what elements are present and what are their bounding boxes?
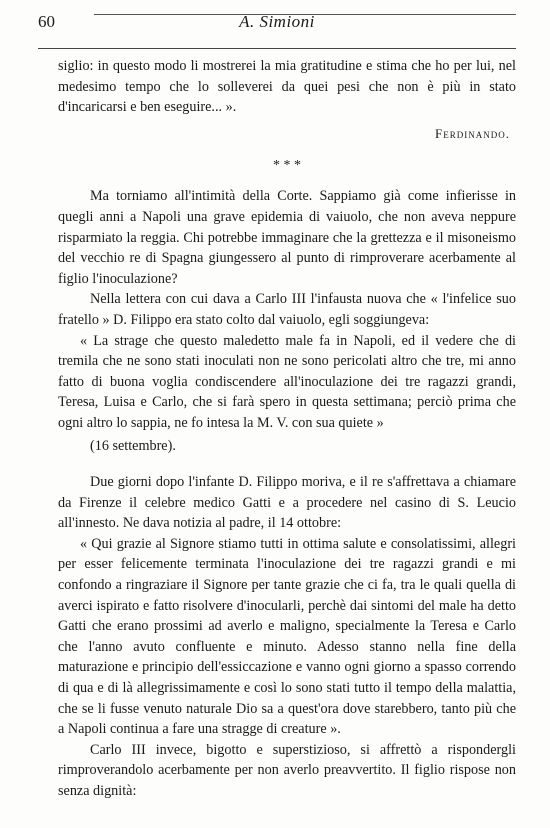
section-separator: * * * [273,158,301,174]
header-bottom-rule [38,48,516,49]
page-body [58,56,516,802]
letter-closing-text: siglio: in questo modo li mostrerei la mia gratitudine e stima che ho per lui, nel medesimo tempo che lo solleverei da quei pesi che non è più in stato d'incaricarsi e ben eseguire... ». [58,58,516,116]
running-header [38,12,516,34]
quote-date: (16 settembre). [90,437,176,454]
quoted-letter-2: « Qui grazie al Signore stiamo tutti in ottima salute e consolatissimi, allegri per esser felicemente terminata l'inoculazione dei tre ragazzi grandi e mi confondo a ringraziare il Signore per tante grazie che ci fa, tra le quali quella di averci ispirato e fatto risolvere d'inocularli, perchè dai sintomi del male ha detto Gatti che erano prossimi ad averlo e maligno, specialmente la Teresa e Carlo che l'anno avuto confluente e minuto. Adesso stanno nella fine della maturazione e principio dell'essiccazione e vanno ogni giorno a spasso correndo di qua e di là allegrissimamente e così lo sono stati tutto il tempo della malattia, che se li fusse venuto naturale Dio sa a quest'ora dove starebbero, tanto più che a Napoli continua a fare una stragge di creature ». [58,535,516,738]
letter-signature: Ferdinando. [435,125,510,141]
quoted-letter-1: « La strage che questo maledetto male fa in Napoli, ed il vedere che di tremila che ne sono stati inoculati non ne sono pericolati altro che tre, mi anno fatto di buona voglia condiscendere all'inoculazione dei tre ragazzi grandi, Teresa, Luisa e Carlo, che si farà spero in questa settimana; perciò prima che ogni altro lo sappia, ne fo intesa la M. V. con sua quiete » [58,332,516,431]
paragraph-3: Due giorni dopo l'infante D. Filippo moriva, e il re s'affrettava a chiamare da Firenze il celebre medico Gatti e a procedere nel casino di S. Leucio all'innesto. Ne dava notizia al padre, il 14 ottobre: [58,474,516,532]
paragraph-2: Nella lettera con cui dava a Carlo III l'infausta nuova che « l'infelice suo fratello » D. Filippo era stato colto dal vaiuolo, egli soggiungeva: [58,291,516,328]
page-number: 60 [38,12,55,31]
running-title: A. Simioni [239,12,315,31]
paragraph-4: Carlo III invece, bigotto e superstizioso, si affrettò a rispondergli rimproverandolo acerbamente per non averlo preavvertito. Il figlio rispose non senza dignità: [58,741,516,799]
paragraph-1: Ma torniamo all'intimità della Corte. Sappiamo già come infierisse in quegli anni a Napoli una grave epidemia di vaiuolo, che non aveva neppure risparmiato la reggia. Chi potrebbe immaginare che la grettezza e il misoneismo del vecchio re di Spagna giungessero al punto di rimproverare acerbamente al figlio l'inoculazione? [58,188,516,287]
